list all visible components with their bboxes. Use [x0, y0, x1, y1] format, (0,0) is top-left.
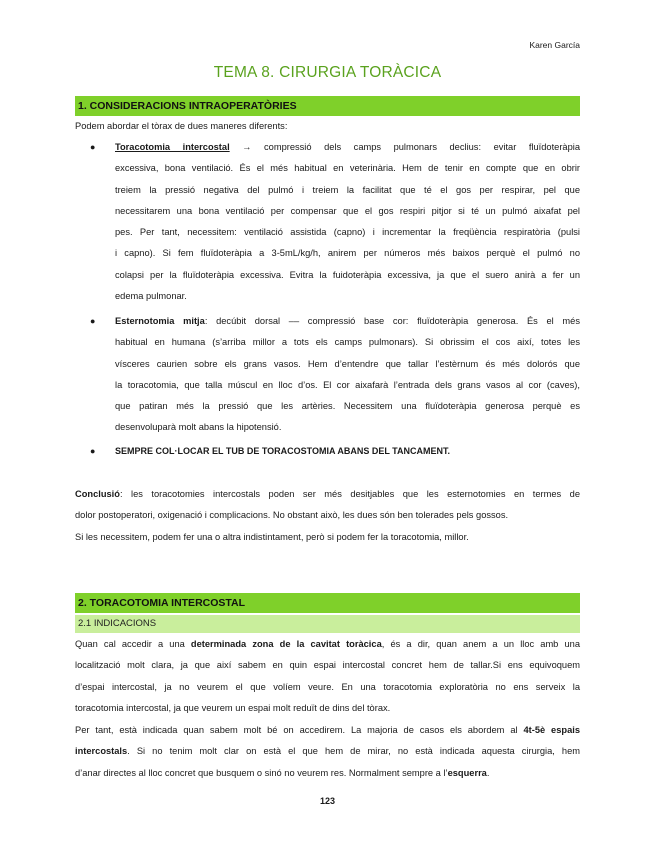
- indications-paragraph-1: Quan cal accedir a una determinada zona de la cavitat toràcica, és a dir, quan anem a un lloc amb una localització molt clara, ja que així sabem en quin espai intercostal concret hem de tallar.Si ens equivoquem d’espai intercostal, ja no veurem el que volíem veure. En una toracotomia exploratòria no ens serveix la toracotomia intercostal, ja que veurem un espai molt reduït de dins del tòrax.: [75, 639, 580, 713]
- page-title: TEMA 8. CIRURGIA TORÀCICA: [213, 64, 442, 81]
- author-name: Karen García: [529, 40, 580, 50]
- bullet-2-term: Esternotomia mitja: [115, 316, 205, 326]
- bullet-2-text: Esternotomia mitja: decúbit dorsal –– compressió base cor: fluïdoteràpia generosa. És el més habitual en humana (s’arriba millor a tots els camps pulmonars). Si obrissim el cos així, totes les vísceres caurien sobre els grans vasos. Hem d’entendre que tallar l’estèrnum és més dolorós que la toracotomia, que talla múscul en lloc d’os. El cor aixafarà l’entrada dels grans vasos al cor (caves), que patiran més la pressió que les artèries. Necessitem una fluïdoteràpia generosa perquè es desenvoluparà molt abans la hipotensió.: [115, 316, 580, 433]
- conclusion-paragraph: Conclusió: les toracotomies intercostals poden ser més desitjables que les esternotomies en termes de dolor postoperatori, oxigenació i complicacions. No obstant això, les dues són ben tolerades pels gossos. Si les necessitem, podem fer una o altra indistintament, però si podem fer la toracotomia, millor.: [75, 489, 580, 542]
- bullet-icon: ●: [90, 316, 96, 326]
- indications-paragraph-2: Per tant, està indicada quan sabem molt bé on accedirem. La majoria de casos els abordem al 4t-5è espais intercostals. Si no tenim molt clar on està el que hem de mirar, no està indicada aquesta cirurgia, hem d’anar directes al lloc concret que busquem o sinó no veurem res. Normalment sempre a l’esquerra.: [75, 725, 580, 778]
- section-1-heading: 1. CONSIDERACIONS INTRAOPERATÒRIES: [75, 96, 580, 116]
- bullet-icon: ●: [90, 446, 96, 456]
- bullet-1-term: Toracotomia intercostal: [115, 142, 230, 152]
- bullet-icon: ●: [90, 142, 96, 152]
- section-1-intro: Podem abordar el tòrax de dues maneres diferents:: [75, 121, 288, 131]
- bullet-3-text: SEMPRE COL·LOCAR EL TUB DE TORACOSTOMIA ABANS DEL TANCAMENT.: [115, 446, 451, 456]
- page-number: 123: [319, 796, 336, 806]
- conclusion-label: Conclusió: [75, 489, 120, 499]
- section-2-heading: 2. TORACOTOMIA INTERCOSTAL: [75, 593, 580, 613]
- section-2-1-subheading: 2.1 INDICACIONS: [75, 615, 580, 633]
- bullet-1-text: Toracotomia intercostal → compressió dels camps pulmonars declius: evitar fluïdoteràpia excessiva, bona ventilació. És el més habitual en veterinària. Hem de tenir en compte que en obrir treiem la pressió negativa del pulmó i treiem la facilitat que té el gos per respirar, pel que necessitarem una bona ventilació per compensar que el gos respiri pitjor si té un pulmó aixafat pel pes. Per tant, necessitem: ventilació assistida (capno) i incrementar la freqüència respiratòria (pulsi i capno). Si fem fluïdoteràpia a 3-5mL/kg/h, anirem per números més baixos perquè el pulmó no colapsi per la fluïdoteràpia excessiva. Evitra la fuidoteràpia excessiva, ja que el suero anirà a fer un edema pulmonar.: [115, 142, 581, 302]
